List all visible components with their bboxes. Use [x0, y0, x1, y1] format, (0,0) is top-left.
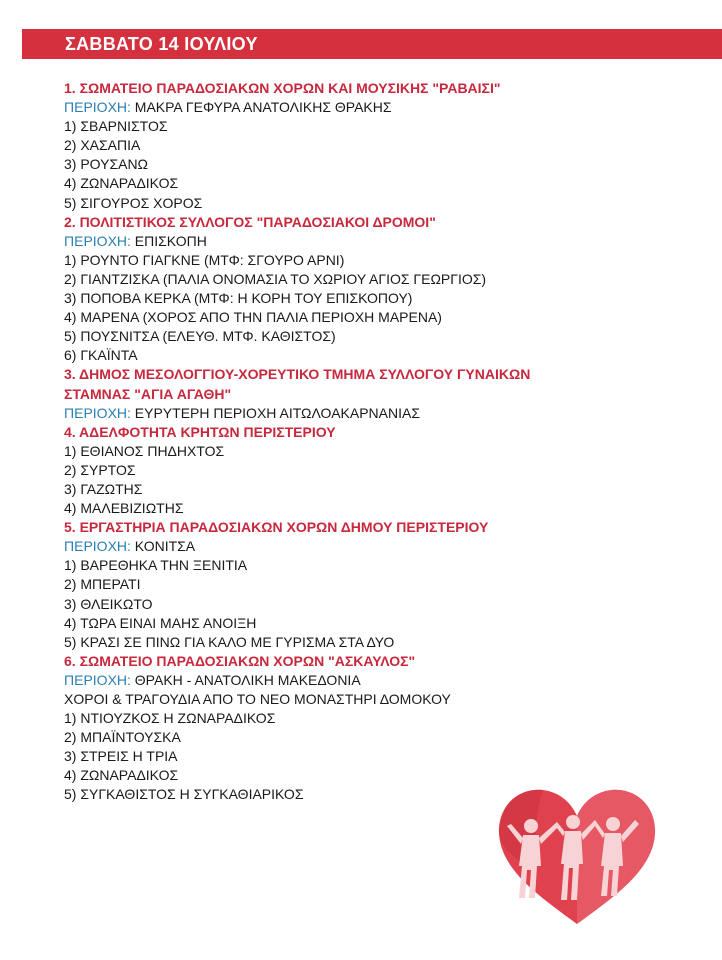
- group-title: 2. ΠΟΛΙΤΙΣΤΙΚΟΣ ΣΥΛΛΟΓΟΣ "ΠΑΡΑΔΟΣΙΑΚΟΙ ΔΡΟΜΟΙ": [64, 213, 436, 230]
- header-bar: [22, 29, 722, 59]
- dance-item: 3) ΓΑΖΩΤΗΣ: [64, 480, 143, 497]
- region-value: ΕΠΙΣΚΟΠΗ: [134, 232, 207, 249]
- region-value: ΘΡΑΚΗ - ΑΝΑΤΟΛΙΚΗ ΜΑΚΕΔΟΝΙΑ: [134, 671, 361, 688]
- page-title: ΣΑΒΒΑΤΟ 14 ΙΟΥΛΙΟΥ: [65, 34, 258, 54]
- dance-item: 1) ΣΒΑΡΝΙΣΤΟΣ: [64, 118, 168, 135]
- dance-item: 2) ΜΠΕΡΑΤΙ: [64, 576, 141, 593]
- group-region: [64, 537, 664, 556]
- dance-item: 2) ΣΥΡΤΟΣ: [64, 461, 136, 478]
- group-title: 5. ΕΡΓΑΣΤΗΡΙΑ ΠΑΡΑΔΟΣΙΑΚΩΝ ΧΟΡΩΝ ΔΗΜΟΥ ΠΕΡΙΣΤΕΡΙΟΥ: [64, 519, 489, 536]
- region-value: ΚΟΝΙΤΣΑ: [134, 538, 196, 555]
- region-label: ΠΕΡΙΟΧΗ:: [64, 404, 131, 421]
- region-label: ΠΕΡΙΟΧΗ:: [64, 232, 131, 249]
- program-list: [64, 79, 664, 805]
- group-region: [64, 232, 664, 251]
- dance-item: 5) ΚΡΑΣΙ ΣΕ ΠΙΝΩ ΓΙΑ ΚΑΛΟ ΜΕ ΓΥΡΙΣΜΑ ΣΤΑ ΔΥΟ: [64, 633, 395, 650]
- dance-item: 3) ΡΟΥΣΑΝΩ: [64, 156, 149, 173]
- dance-item: 4) ΤΩΡΑ ΕΙΝΑΙ ΜΑΗΣ ΑΝΟΙΞΗ: [64, 614, 257, 631]
- group-region: [64, 98, 664, 117]
- heart-dancers-icon: [497, 786, 657, 926]
- dance-item: 3) ΣΤΡΕΙΣ Η ΤΡΙΑ: [64, 748, 178, 765]
- group-2: [64, 213, 664, 366]
- dance-item: 1) ΡΟΥΝΤΟ ΓΙΑΓΚΝΕ (ΜΤΦ: ΣΓΟΥΡΟ ΑΡΝΙ): [64, 251, 345, 268]
- region-value: ΕΥΡΥΤΕΡΗ ΠΕΡΙΟΧΗ ΑΙΤΩΛΟΑΚΑΡΝΑΝΙΑΣ: [134, 404, 420, 421]
- dance-item: 1) ΕΘΙΑΝΟΣ ΠΗΔΗΧΤΟΣ: [64, 442, 225, 459]
- dance-item: 5) ΣΥΓΚΑΘΙΣΤΟΣ Η ΣΥΓΚΑΘΙΑΡΙΚΟΣ: [64, 786, 304, 803]
- region-label: ΠΕΡΙΟΧΗ:: [64, 671, 131, 688]
- group-6: [64, 652, 664, 805]
- group-note: ΧΟΡΟΙ & ΤΡΑΓΟΥΔΙΑ ΑΠΟ ΤΟ ΝΕΟ ΜΟΝΑΣΤΗΡΙ ΔΟΜΟΚΟΥ: [64, 691, 451, 707]
- dance-item: 4) ΖΩΝΑΡΑΔΙΚΟΣ: [64, 175, 179, 192]
- region-value: ΜΑΚΡΑ ΓΕΦΥΡΑ ΑΝΑΤΟΛΙΚΗΣ ΘΡΑΚΗΣ: [134, 99, 392, 116]
- group-3: [64, 365, 664, 422]
- group-region: [64, 671, 664, 690]
- dance-item: 4) ΜΑΡΕΝΑ (ΧΟΡΟΣ ΑΠΟ ΤΗΝ ΠΑΛΙΑ ΠΕΡΙΟΧΗ ΜΑΡΕΝΑ): [64, 309, 442, 326]
- dance-item: 3) ΠΟΠΟΒΑ ΚΕΡΚΑ (ΜΤΦ: Η ΚΟΡΗ ΤΟΥ ΕΠΙΣΚΟΠΟΥ): [64, 290, 413, 307]
- group-title: 3. ΔΗΜΟΣ ΜΕΣΟΛΟΓΓΙΟΥ-ΧΟΡΕΥΤΙΚΟ ΤΜΗΜΑ ΣΥΛΛΟΓΟΥ ΓΥΝΑΙΚΩΝ: [64, 366, 531, 383]
- dance-item: 5) ΣΙΓΟΥΡΟΣ ΧΟΡΟΣ: [64, 194, 203, 211]
- region-label: ΠΕΡΙΟΧΗ:: [64, 99, 131, 116]
- group-title: 4. ΑΔΕΛΦΟΤΗΤΑ ΚΡΗΤΩΝ ΠΕΡΙΣΤΕΡΙΟΥ: [64, 423, 336, 440]
- dance-item: 1) ΒΑΡΕΘΗΚΑ ΤΗΝ ΞΕΝΙΤΙΑ: [64, 557, 248, 574]
- group-1: [64, 79, 664, 213]
- region-label: ΠΕΡΙΟΧΗ:: [64, 538, 131, 555]
- group-4: [64, 423, 664, 518]
- group-title: 6. ΣΩΜΑΤΕΙΟ ΠΑΡΑΔΟΣΙΑΚΩΝ ΧΟΡΩΝ "ΑΣΚΑΥΛΟΣ": [64, 652, 416, 669]
- group-5: [64, 518, 664, 652]
- group-title: 1. ΣΩΜΑΤΕΙΟ ΠΑΡΑΔΟΣΙΑΚΩΝ ΧΟΡΩΝ ΚΑΙ ΜΟΥΣΙΚΗΣ "ΡΑΒΑΙΣΙ": [64, 80, 501, 96]
- dance-item: 2) ΧΑΣΑΠΙΑ: [64, 137, 141, 154]
- dance-item: 4) ΖΩΝΑΡΑΔΙΚΟΣ: [64, 767, 179, 784]
- dance-item: 1) ΝΤΙΟΥΖΚΟΣ Η ΖΩΝΑΡΑΔΙΚΟΣ: [64, 710, 276, 727]
- dance-item: 3) ΘΛΕΙΚΩΤΟ: [64, 595, 153, 612]
- dance-item: 6) ΓΚΑΪΝΤΑ: [64, 347, 138, 364]
- dance-item: 4) ΜΑΛΕΒΙΖΙΩΤΗΣ: [64, 500, 184, 517]
- dance-item: 2) ΜΠΑΪΝΤΟΥΣΚΑ: [64, 729, 181, 746]
- group-region: [64, 404, 664, 423]
- group-title-continued: ΣΤΑΜΝΑΣ "ΑΓΙΑ ΑΓΑΘΗ": [64, 385, 232, 402]
- dance-item: 5) ΠΟΥΣΝΙΤΣΑ (ΕΛΕΥΘ. ΜΤΦ. ΚΑΘΙΣΤΟΣ): [64, 328, 336, 345]
- dance-item: 2) ΓΙΑΝΤΖΙΣΚΑ (ΠΑΛΙΑ ΟΝΟΜΑΣΙΑ ΤΟ ΧΩΡΙΟΥ ΑΓΙΟΣ ΓΕΩΡΓΙΟΣ): [64, 270, 487, 287]
